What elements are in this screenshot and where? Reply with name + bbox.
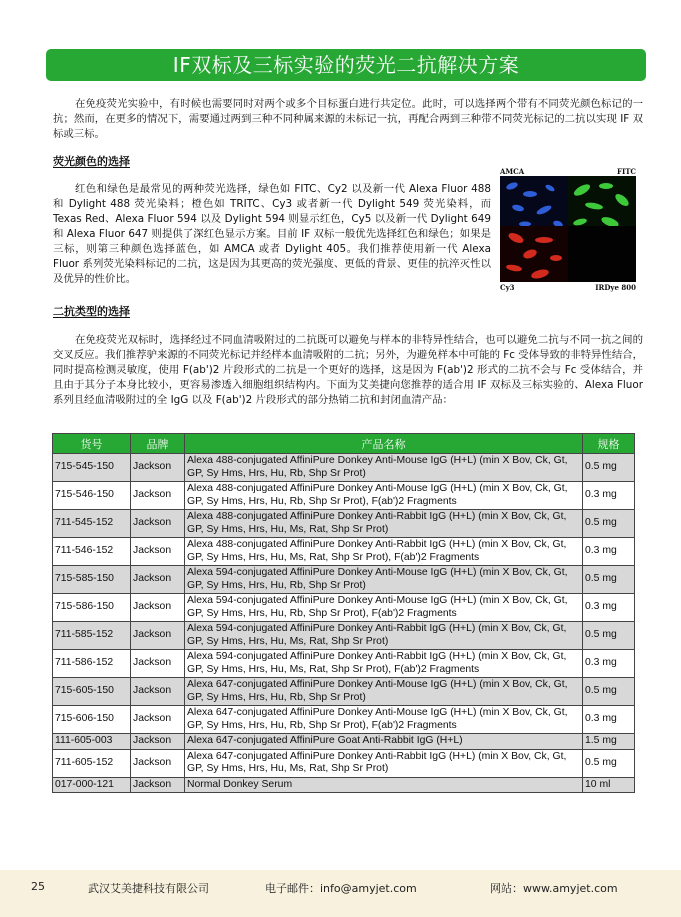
- fluorescence-image-grid: [500, 167, 636, 291]
- table-row: [53, 650, 635, 678]
- red-cell-image: [500, 226, 568, 282]
- header-size: 规格: [583, 434, 635, 454]
- cell-name: Alexa 488-conjugated AffiniPure Donkey Anti-Rabbit IgG (H+L) (min X Bov, Ck, Gt, GP, Sy Hms, Hrs, Hu, Ms, Rat, Shp Sr Prot): [185, 510, 583, 538]
- page-title: IF双标及三标实验的荧光二抗解决方案: [46, 49, 646, 81]
- cell-name: Alexa 594-conjugated AffiniPure Donkey Anti-Rabbit IgG (H+L) (min X Bov, Ck, Gt, GP, Sy Hms, Hrs, Hu, Ms, Rat, Shp Sr Prot), F(ab')2 Fragments: [185, 650, 583, 678]
- cell-name: Alexa 488-conjugated AffiniPure Donkey Anti-Mouse IgG (H+L) (min X Bov, Ck, Gt, GP, Sy Hms, Hrs, Hu, Rb, Shp Sr Prot): [185, 454, 583, 482]
- cell-size: 1.5 mg: [583, 734, 635, 750]
- product-table: [52, 433, 635, 793]
- cell-name: Alexa 594-conjugated AffiniPure Donkey Anti-Rabbit IgG (H+L) (min X Bov, Ck, Gt, GP, Sy Hms, Hrs, Hu, Ms, Rat, Shp Sr Prot): [185, 622, 583, 650]
- cell-cat: 711-546-152: [53, 538, 131, 566]
- cell-brand: Jackson: [131, 650, 185, 678]
- cell-brand: Jackson: [131, 622, 185, 650]
- cell-size: 10 ml: [583, 777, 635, 793]
- footer-email: 电子邮件：info@amyjet.com: [265, 882, 417, 895]
- cell-name: Alexa 647-conjugated AffiniPure Donkey Anti-Rabbit IgG (H+L) (min X Bov, Ck, Gt, GP, Sy Hms, Hrs, Hu, Ms, Rat, Shp Sr Prot): [185, 749, 583, 777]
- cell-size: 0.3 mg: [583, 650, 635, 678]
- cell-size: 0.3 mg: [583, 482, 635, 510]
- table-row: [53, 777, 635, 793]
- page-number: 25: [31, 880, 45, 893]
- cell-brand: Jackson: [131, 510, 185, 538]
- label-amca: AMCA: [500, 167, 525, 176]
- table-row: [53, 510, 635, 538]
- cell-name: Alexa 594-conjugated AffiniPure Donkey Anti-Mouse IgG (H+L) (min X Bov, Ck, Gt, GP, Sy Hms, Hrs, Hu, Rb, Shp Sr Prot): [185, 566, 583, 594]
- table-row: [53, 538, 635, 566]
- cell-brand: Jackson: [131, 706, 185, 734]
- cell-cat: 711-585-152: [53, 622, 131, 650]
- cell-brand: Jackson: [131, 777, 185, 793]
- cell-brand: Jackson: [131, 734, 185, 750]
- cell-size: 0.5 mg: [583, 678, 635, 706]
- table-row: [53, 749, 635, 777]
- company-name: 武汉艾美捷科技有限公司: [88, 882, 209, 895]
- cell-size: 0.5 mg: [583, 622, 635, 650]
- header-brand: 品牌: [131, 434, 185, 454]
- header-name: 产品名称: [185, 434, 583, 454]
- cell-name: Alexa 647-conjugated AffiniPure Goat Anti-Rabbit IgG (H+L): [185, 734, 583, 750]
- table-row: [53, 706, 635, 734]
- cell-brand: Jackson: [131, 678, 185, 706]
- cell-cat: 715-586-150: [53, 594, 131, 622]
- table-body: [53, 454, 635, 793]
- table-row: [53, 454, 635, 482]
- cell-brand: Jackson: [131, 454, 185, 482]
- cell-brand: Jackson: [131, 594, 185, 622]
- color-selection-paragraph: 红色和绿色是最常见的两种荧光选择，绿色如 FITC、Cy2 以及新一代 Alexa Fluor 488 和 Dylight 488 荧光染料；橙色如 TRITC、Cy3 或者新一代 Dylight 549 荧光染料，而 Texas Red、Alexa Fluor 594 以及 Dylight 594 则显示红色，Cy5 以及新一代 Dylight 649 和 Alexa Fluor 647 则提供了深红色显示方案。目前 IF 双标一般优先选择红色和绿色；如果是三标，则第三种颜色选择蓝色，如 AMCA 或者 Dylight 405。我们推荐使用新一代 Alexa Fluor 系列荧光染料标记的二抗，这是因为其更高的荧光强度、更低的背景、更佳的抗淬灭性以及优异的性价比。: [53, 183, 491, 285]
- cell-cat: 715-546-150: [53, 482, 131, 510]
- cell-size: 0.3 mg: [583, 538, 635, 566]
- intro-paragraph: 在免疫荧光实验中，有时候也需要同时对两个或多个目标蛋白进行共定位。此时，可以选择两个带有不同荧光颜色标记的一抗；然而，在更多的情况下，需要通过两到三种不同种属来源的未标记一抗，再配合两到三种带不同荧光标记的二抗以实现 IF 双标或三标。: [53, 98, 643, 140]
- irdye-dark-image: [568, 226, 636, 282]
- cell-size: 0.5 mg: [583, 566, 635, 594]
- antibody-selection-paragraph: 在免疫荧光双标时，选择经过不同血清吸附过的二抗既可以避免与样本的非特异性结合，也可以避免二抗与不同一抗之间的交叉反应。我们推荐驴来源的不同荧光标记并经样本血清吸附的二抗；另外，为避免样本中可能的 Fc 受体导致的非特异性结合，同时提高检测灵敏度，使用 F(ab')2 片段形式的二抗是一个更好的选择，这是因为 F(ab')2 形式的二抗不会与 Fc 受体结合，并且由于其分子本身比较小，更容易渗透入细胞组织结构内。下面为艾美捷向您推荐的适合用 IF 双标及三标实验的、Alexa Fluor 系列且经血清吸附过的全 IgG 以及 F(ab')2 片段形式的部分热销二抗和封闭血清产品：: [53, 334, 643, 406]
- table-row: [53, 734, 635, 750]
- footer-website: 网站：www.amyjet.com: [490, 882, 618, 895]
- table-row: [53, 482, 635, 510]
- cell-brand: Jackson: [131, 749, 185, 777]
- cell-cat: 711-545-152: [53, 510, 131, 538]
- cell-name: Alexa 488-conjugated AffiniPure Donkey Anti-Mouse IgG (H+L) (min X Bov, Ck, Gt, GP, Sy Hms, Hrs, Hu, Rb, Shp Sr Prot), F(ab')2 Fragments: [185, 482, 583, 510]
- label-irdye: IRDye 800: [595, 283, 636, 292]
- blue-cell-image: [500, 176, 568, 232]
- cell-cat: 111-605-003: [53, 734, 131, 750]
- cell-size: 0.5 mg: [583, 749, 635, 777]
- cell-cat: 017-000-121: [53, 777, 131, 793]
- cell-name: Alexa 647-conjugated AffiniPure Donkey Anti-Mouse IgG (H+L) (min X Bov, Ck, Gt, GP, Sy Hms, Hrs, Hu, Rb, Shp Sr Prot), F(ab')2 Fragments: [185, 706, 583, 734]
- cell-size: 0.5 mg: [583, 510, 635, 538]
- header-cat: 货号: [53, 434, 131, 454]
- cell-size: 0.5 mg: [583, 454, 635, 482]
- cell-size: 0.3 mg: [583, 594, 635, 622]
- cell-cat: 715-606-150: [53, 706, 131, 734]
- section-title-color: 荧光颜色的选择: [53, 155, 130, 168]
- cell-cat: 715-605-150: [53, 678, 131, 706]
- table-row: [53, 678, 635, 706]
- table-row: [53, 566, 635, 594]
- cell-cat: 711-605-152: [53, 749, 131, 777]
- table-row: [53, 594, 635, 622]
- cell-name: Alexa 594-conjugated AffiniPure Donkey Anti-Mouse IgG (H+L) (min X Bov, Ck, Gt, GP, Sy Hms, Hrs, Hu, Rb, Shp Sr Prot), F(ab')2 Fragments: [185, 594, 583, 622]
- label-fitc: FITC: [616, 167, 636, 176]
- cell-cat: 715-545-150: [53, 454, 131, 482]
- cell-cat: 711-586-152: [53, 650, 131, 678]
- table-row: [53, 622, 635, 650]
- cell-brand: Jackson: [131, 482, 185, 510]
- green-cell-image: [568, 176, 636, 232]
- page-footer: [0, 870, 681, 917]
- cell-name: Normal Donkey Serum: [185, 777, 583, 793]
- cell-brand: Jackson: [131, 538, 185, 566]
- table-header-row: [53, 434, 635, 454]
- cell-cat: 715-585-150: [53, 566, 131, 594]
- label-cy3: Cy3: [500, 283, 515, 292]
- cell-name: Alexa 488-conjugated AffiniPure Donkey Anti-Rabbit IgG (H+L) (min X Bov, Ck, Gt, GP, Sy Hms, Hrs, Hu, Ms, Rat, Shp Sr Prot), F(ab')2 Fragments: [185, 538, 583, 566]
- cell-size: 0.3 mg: [583, 706, 635, 734]
- cell-brand: Jackson: [131, 566, 185, 594]
- section-title-antibody: 二抗类型的选择: [53, 305, 130, 318]
- cell-name: Alexa 647-conjugated AffiniPure Donkey Anti-Mouse IgG (H+L) (min X Bov, Ck, Gt, GP, Sy Hms, Hrs, Hu, Rb, Shp Sr Prot): [185, 678, 583, 706]
